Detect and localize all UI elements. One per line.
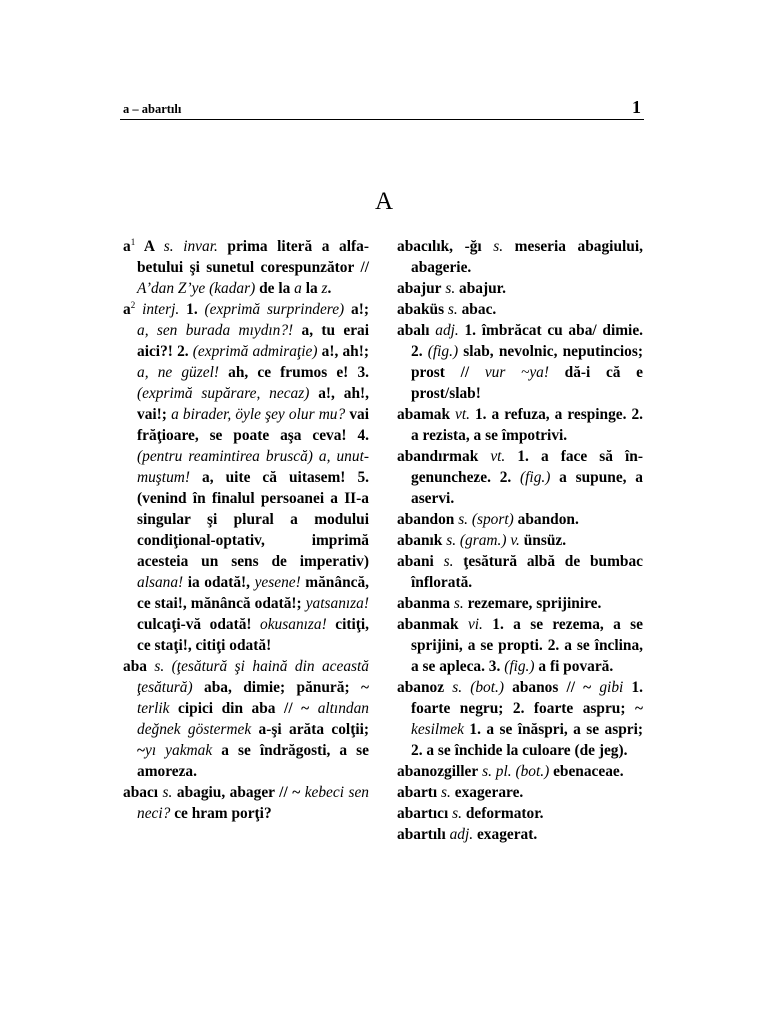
entry-text: ce hram porţi? [170,805,272,822]
headword: abanma [397,595,451,612]
headword: abartılı [397,826,446,843]
entry-text: altından değnek göstermek [137,700,369,738]
right-column [397,236,643,845]
entry-text: (exprimă admiraţie) [192,343,318,360]
entry-text: yesene! [254,574,301,591]
entry-text: abanos // ~ [503,679,600,696]
entry-text: s. [441,784,451,801]
entry-text: a, sen burada mıydın?! [137,322,294,339]
entry-text: s. (bot.) [452,679,504,696]
dictionary-entry [397,551,643,593]
entry-text: a, uite că uitasem! 5. (venind în finalul persoanei a II-a singular şi plural a modului condiţional-optativ, imprimă acesteia un sens de imperativ) [137,469,369,570]
entry-text: ebenaceae. [549,763,624,780]
entry-text: s. pl. (bot.) [482,763,550,780]
dictionary-entry [123,299,369,656]
entry-text: culcaţi-vă odată! [137,616,261,633]
entry-text: interj. [142,301,180,318]
entry-text: a!; [344,301,369,318]
headword: a [123,238,131,255]
entry-text: 2 [130,299,136,310]
headword: abanozgiller [397,763,479,780]
entry-text: a, ne güzel! [137,364,219,381]
entry-text: abac. [457,301,497,318]
entry-text: kebeci sen neci? [137,784,369,822]
entry-text: vt. [455,406,470,423]
entry-text: a birader, öyle şey olur mu? [171,406,346,423]
page-number: 1 [632,97,641,117]
entry-text: A’dan Z’ye (kadar) [137,280,256,297]
entry-text: okusanıza! [260,616,327,633]
entry-text: yı yakmak [145,742,213,759]
dictionary-entry [397,530,643,551]
entry-text: s. [445,280,456,297]
dictionary-entry [397,446,643,509]
entry-text [444,679,452,696]
entry-text: citiţi, ce staţi!, citiţi odată! [137,616,370,654]
entry-text: aba, dimie; pănură; ~ [192,679,369,696]
entry-text: z [321,280,328,297]
entry-text: 1 [130,236,136,247]
entry-text: la [301,280,322,297]
entry-text: abandon. [513,511,579,528]
entry-text [459,616,468,633]
dictionary-entry [397,236,643,278]
dictionary-entry [397,761,643,782]
entry-text: s. [453,595,464,612]
entry-text: abagiu, abager // ~ [172,784,305,801]
headword: abajur [397,280,442,297]
entry-text: s. [162,784,173,801]
entry-text: gibi [599,679,624,696]
headword: aba [123,658,147,675]
entry-text: a fi povară. [534,658,614,675]
entry-text: s. (gram.) v. [446,532,520,549]
entry-text: adj. [449,826,474,843]
entry-text: (fig.) [520,469,551,486]
entry-text [434,553,444,570]
entry-text: vur ~ya! [484,364,549,381]
entry-text: 1. foarte negru; 2. foarte aspru; ~ [411,679,643,717]
dictionary-entry [397,320,643,404]
entry-text [478,448,490,465]
entry-text: 1. a se rezema, a se sprijini, a se propti. 2. a se înclina, a se apleca. 3. [411,616,643,675]
entry-text: slab, nevolnic, neputincios; prost // [411,343,643,381]
dictionary-entry [397,278,643,299]
headword: a [123,301,131,318]
entry-text: exagerare. [450,784,524,801]
headword: abanık [397,532,443,549]
entry-text: a se îndrăgosti, a se amoreza. [137,742,369,780]
dictionary-entry [397,803,643,824]
entry-text: (exprimă supărare, necaz) [137,385,310,402]
headword: abandon [397,511,455,528]
entry-text: ia odată!, [183,574,255,591]
dictionary-entry [397,299,643,320]
entry-text: s. [452,805,462,822]
entry-text: 1. a se înăspri, a se aspri; 2. a se închide la culoare (de jeg). [411,721,643,759]
headword: abacılık, -ğı [397,238,482,255]
dictionary-entry [397,509,643,530]
running-head: a – abartılı [123,102,182,116]
entry-text: mănâncă, ce stai!, mănâncă odată!; [137,574,369,612]
headword: abalı [397,322,430,339]
entry-text: vai frăţioare, se poate aşa ceva! 4. [137,406,370,444]
entry-text: a-şi arăta colţii; ~ [137,721,370,759]
dictionary-entry [397,404,643,446]
entry-text: s. (sport) [458,511,514,528]
headword: abaküs [397,301,445,318]
entry-text: cipici din aba // ~ [169,700,318,717]
entry-text: yatsanıza! [305,595,369,612]
entry-text: deformator. [462,805,544,822]
entry-text: dă-i că e prost/slab! [411,364,644,402]
dictionary-entry [397,593,643,614]
entry-text: (exprimă surprindere) [204,301,345,318]
entry-text: s. [443,553,454,570]
dictionary-entry [397,614,643,677]
headword: abartı [397,784,438,801]
entry-text: ţesătură albă de bumbac înflorată. [411,553,643,591]
entry-text: 1. a refuza, a respinge. 2. a rezista, a se împotrivi. [411,406,643,444]
entry-text: ah, ce frumos e! 3. [218,364,369,381]
dictionary-entry [397,677,643,761]
entry-text: abajur. [455,280,506,297]
entry-text: s. [493,238,504,255]
entry-text: a!, ah!; [317,343,369,360]
entry-text: A [135,238,164,255]
entry-text: 1. [179,301,205,318]
entry-text: meseria abagiului, abagerie. [411,238,643,276]
entry-text: exagerat. [473,826,538,843]
entry-text: rezemare, sprijinire. [463,595,602,612]
entry-text: a supune, a aservi. [411,469,643,507]
dictionary-entry [123,782,369,824]
headword: abacı [123,784,159,801]
dictionary-entry [123,656,369,782]
entry-text: s. invar. [163,238,218,255]
dictionary-entry [397,782,643,803]
entry-text: alsana! [137,574,184,591]
headword: abamak [397,406,451,423]
entry-text: s. [447,301,458,318]
section-letter: A [374,188,394,215]
entry-text: (fig.) [427,343,459,360]
entry-text: kesilmek [411,721,464,738]
entry-text: adj. [435,322,459,339]
header-rule [120,119,644,120]
entry-text: s. (ţesătură şi haină din această ţesătură) [137,658,369,696]
left-column [123,236,369,824]
entry-text: terlik [137,700,170,717]
headword: abartıcı [397,805,449,822]
headword: abanoz [397,679,445,696]
headword: abandırmak [397,448,479,465]
entry-text: a, tu erai aici?! 2. [137,322,369,360]
entry-text: a [294,280,302,297]
headword: abanmak [397,616,459,633]
headword: abani [397,553,434,570]
entry-text: a!, ah!, vai!; [137,385,369,423]
entry-text: 1. a face să îngenuncheze. 2. [411,448,643,486]
entry-text: prima literă a alfabetului şi sunetul corespunzător // [137,238,369,276]
dictionary-entry [397,824,643,845]
entry-text [482,238,494,255]
entry-text: de la [255,280,295,297]
entry-text: vi. [467,616,483,633]
dictionary-entry [123,236,369,299]
entry-text: 1. îmbrăcat cu aba/ dimie. 2. [411,322,643,360]
entry-text: . [327,280,332,297]
entry-text: vt. [490,448,506,465]
entry-text: (fig.) [504,658,535,675]
entry-text: ünsüz. [519,532,567,549]
entry-text: (pentru reamintirea bruscă) a, unutmuştum! [137,448,369,486]
